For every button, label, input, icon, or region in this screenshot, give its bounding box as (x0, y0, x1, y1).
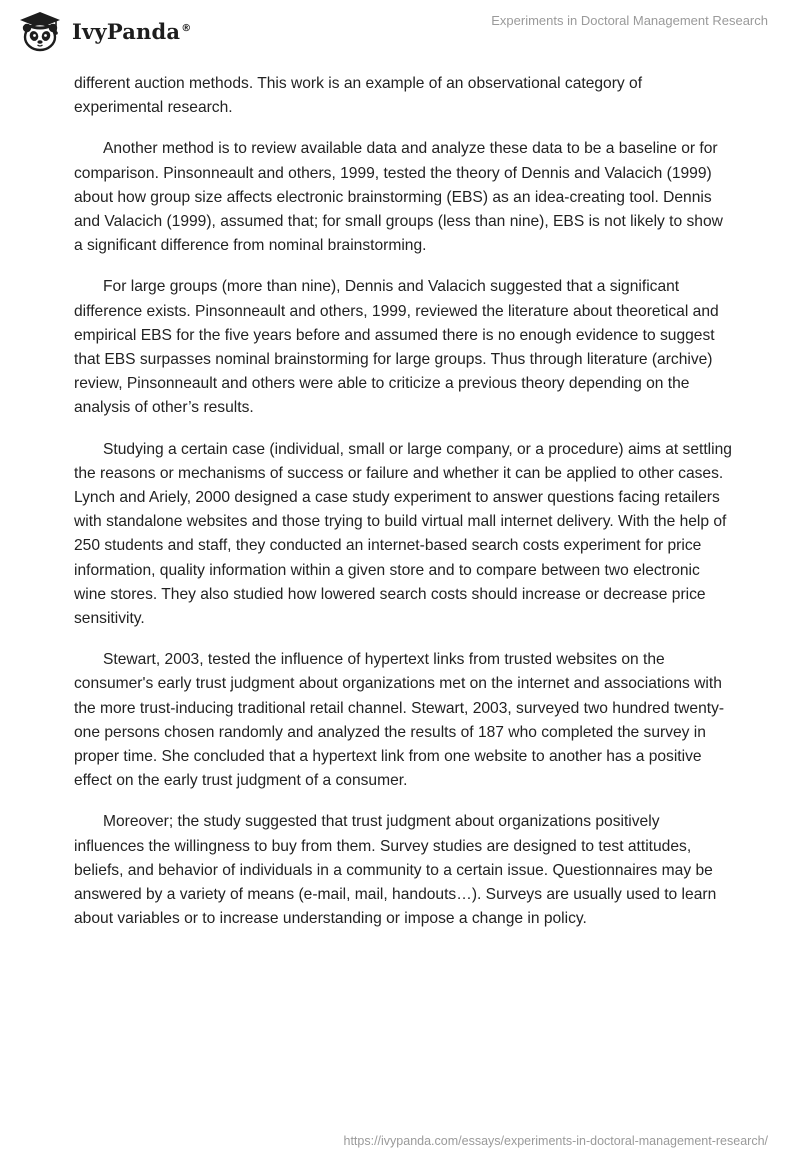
essay-body (74, 72, 734, 949)
brand-name: IvyPanda® (72, 18, 192, 44)
paragraph: Moreover; the study suggested that trust judgment about organizations positively influences the willingness to buy from them. Survey studies are designed to test attitudes, beliefs, and behavior of individuals in a community to a certain issue. Questionnaires may be answered by a variety of means (e-mail, mail, handouts…). Surveys are usually used to learn about variables or to increase understanding or impose a change in policy. (74, 813, 717, 928)
source-url[interactable]: https://ivypanda.com/essays/experiments-in-doctoral-management-research/ (343, 1134, 768, 1148)
paragraph: Studying a certain case (individual, small or large company, or a procedure) aims at settling the reasons or mechanisms of success or failure and whether it can be applied to other cases. Lynch and Ariely, 2000 designed a case study experiment to answer questions facing retailers with standalone websites and those trying to build virtual mall internet delivery. With the help of 250 students and staff, they conducted an internet-based search costs experiment for price information, quality information within a given store and to compare between two electronic wine stores. They also studied how lowered search costs should increase or decrease price sensitivity. (74, 440, 732, 628)
paragraph: For large groups (more than nine), Dennis and Valacich suggested that a significant difference exists. Pinsonneault and others, 1999, reviewed the literature about theoretical and empirical EBS for the five years before and assumed there is no enough evidence to suggest that EBS surpasses nominal brainstorming for large groups. Thus through literature (archive) review, Pinsonneault and others were able to criticize a previous theory depending on the analysis of other’s results. (74, 278, 719, 417)
ivypanda-logo[interactable] (14, 10, 191, 52)
document-title: Experiments in Doctoral Management Research (491, 13, 768, 28)
panda-graduation-cap-icon (14, 10, 66, 52)
paragraph: different auction methods. This work is an example of an observational category of experimental research. (74, 75, 643, 117)
page-header (0, 0, 800, 64)
paragraph: Another method is to review available data and analyze these data to be a baseline or for comparison. Pinsonneault and others, 1999, tested the theory of Dennis and Valacich (1999) about how group size affects electronic brainstorming (EBS) as an idea-creating tool. Dennis and Valacich (1999), assumed that; for small groups (less than nine), EBS is not likely to show a significant difference from nominal brainstorming. (74, 140, 723, 255)
registered-mark: ® (181, 22, 192, 34)
paragraph: Stewart, 2003, tested the influence of hypertext links from trusted websites on the consumer's early trust judgment about organizations met on the internet and associations with the more trust-inducing traditional retail channel. Stewart, 2003, surveyed two hundred twenty-one persons chosen randomly and analyzed the results of 187 who completed the survey in proper time. She concluded that a hypertext link from one website to another has a positive effect on the early trust judgment of a consumer. (74, 651, 725, 790)
